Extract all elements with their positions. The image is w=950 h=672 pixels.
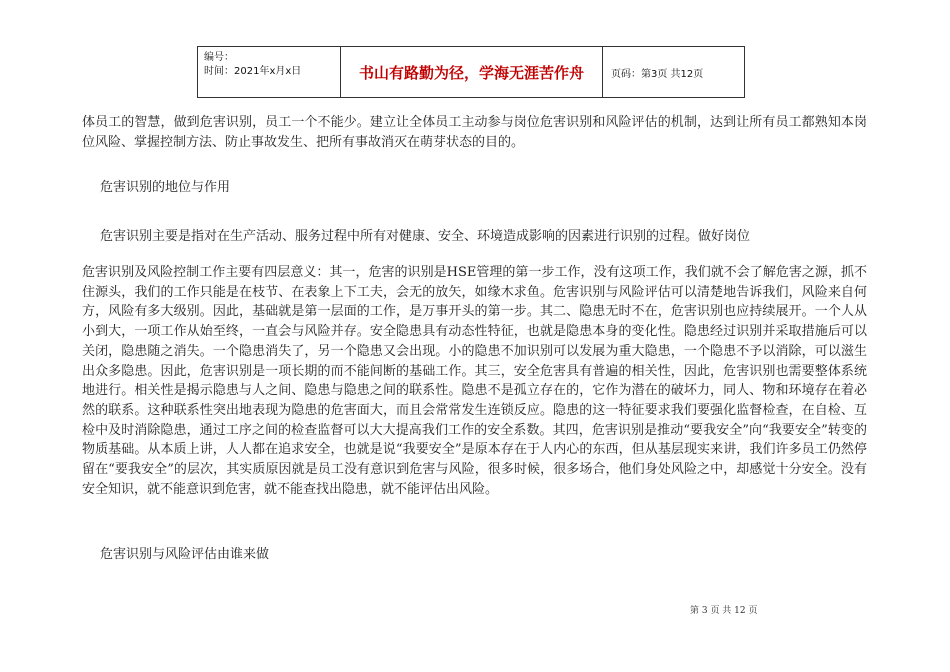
header-motto: 书山有路勤为径，学海无涯苦作舟 <box>341 47 603 97</box>
role-paragraph-body: 危害识别及风险控制工作主要有四层意义：其一，危害的识别是HSE管理的第一步工作，没有这项工作，我们就不会了解危害之源，抓不住源头，我们的工作只能是在枝节、在表象上下工夫，会无的放矢，如缘木求鱼。危害识别与风险评估可以清楚地告诉我们，风险来自何方，风险有多大级别。因此，基础就是第一层面的工作，是万事开头的第一步。其二、隐患无时不在，危害识别也应持续展开。一个人从小到大，一项工作从始至终，一直会与风险并存。安全隐患具有动态性特征，也就是隐患本身的变化性。隐患经过识别并采取措施后可以关闭，隐患随之消失。一个隐患消失了，另一个隐患又会出现。小的隐患不加识别可以发展为重大隐患，一个隐患不予以消除，可以滋生出众多隐患。因此，危害识别是一项长期的而不能间断的基础工作。其三，安全危害具有普遍的相关性，因此，危害识别也需要整体系统地进行。相关性是揭示隐患与人之间、隐患与隐患之间的联系性。隐患不是孤立存在的，它作为潜在的破坏力，同人、物和环境存在着必然的联系。这种联系性突出地表现为隐患的危害面大，而且会常常发生连锁反应。隐患的这一特征要求我们要强化监督检查，在自检、互检中及时消除隐患，通过工序之间的检查监督可以大大提高我们工作的安全系数。其四，危害识别是推动“要我安全”向“我要安全”转变的物质基础。从本质上讲，人人都在追求安全，也就是说“我要安全”是原本存在于人内心的东西，但从基层现实来讲，我们许多员工仍然停留在“要我安全”的层次，其实质原因就是员工没有意识到危害与风险，很多时候，很多场合，他们身处风险之中，却感觉十分安全。没有安全知识，就不能意识到危害，就不能查找出隐患，就不能评估出风险。 <box>82 265 867 497</box>
role-paragraph-lead: 危害识别主要是指对在生产活动、服务过程中所有对健康、安全、环境造成影响的因素进行识别的过程。做好岗位 <box>100 229 751 244</box>
intro-paragraph: 体员工的智慧，做到危害识别，员工一个不能少。建立让全体员工主动参与岗位危害识别和风险评估的机制，达到让所有员工都熟知本岗位风险、掌握控制方法、防止事故发生、把所有事故消灭在萌芽状态的目的。 <box>82 115 867 150</box>
document-time-label: 时间：2021年x月x日 <box>204 66 302 77</box>
header-page-info: 页码：第3页 共12页 <box>611 68 704 80</box>
section-heading-who: 危害识别与风险评估由谁来做 <box>100 547 270 562</box>
page-header-table <box>197 46 745 98</box>
header-meta-cell <box>198 47 341 97</box>
document-number-label: 编号： <box>204 52 234 63</box>
page-footer: 第 3 页 共 12 页 <box>690 606 758 616</box>
section-heading-role: 危害识别的地位与作用 <box>100 180 231 195</box>
